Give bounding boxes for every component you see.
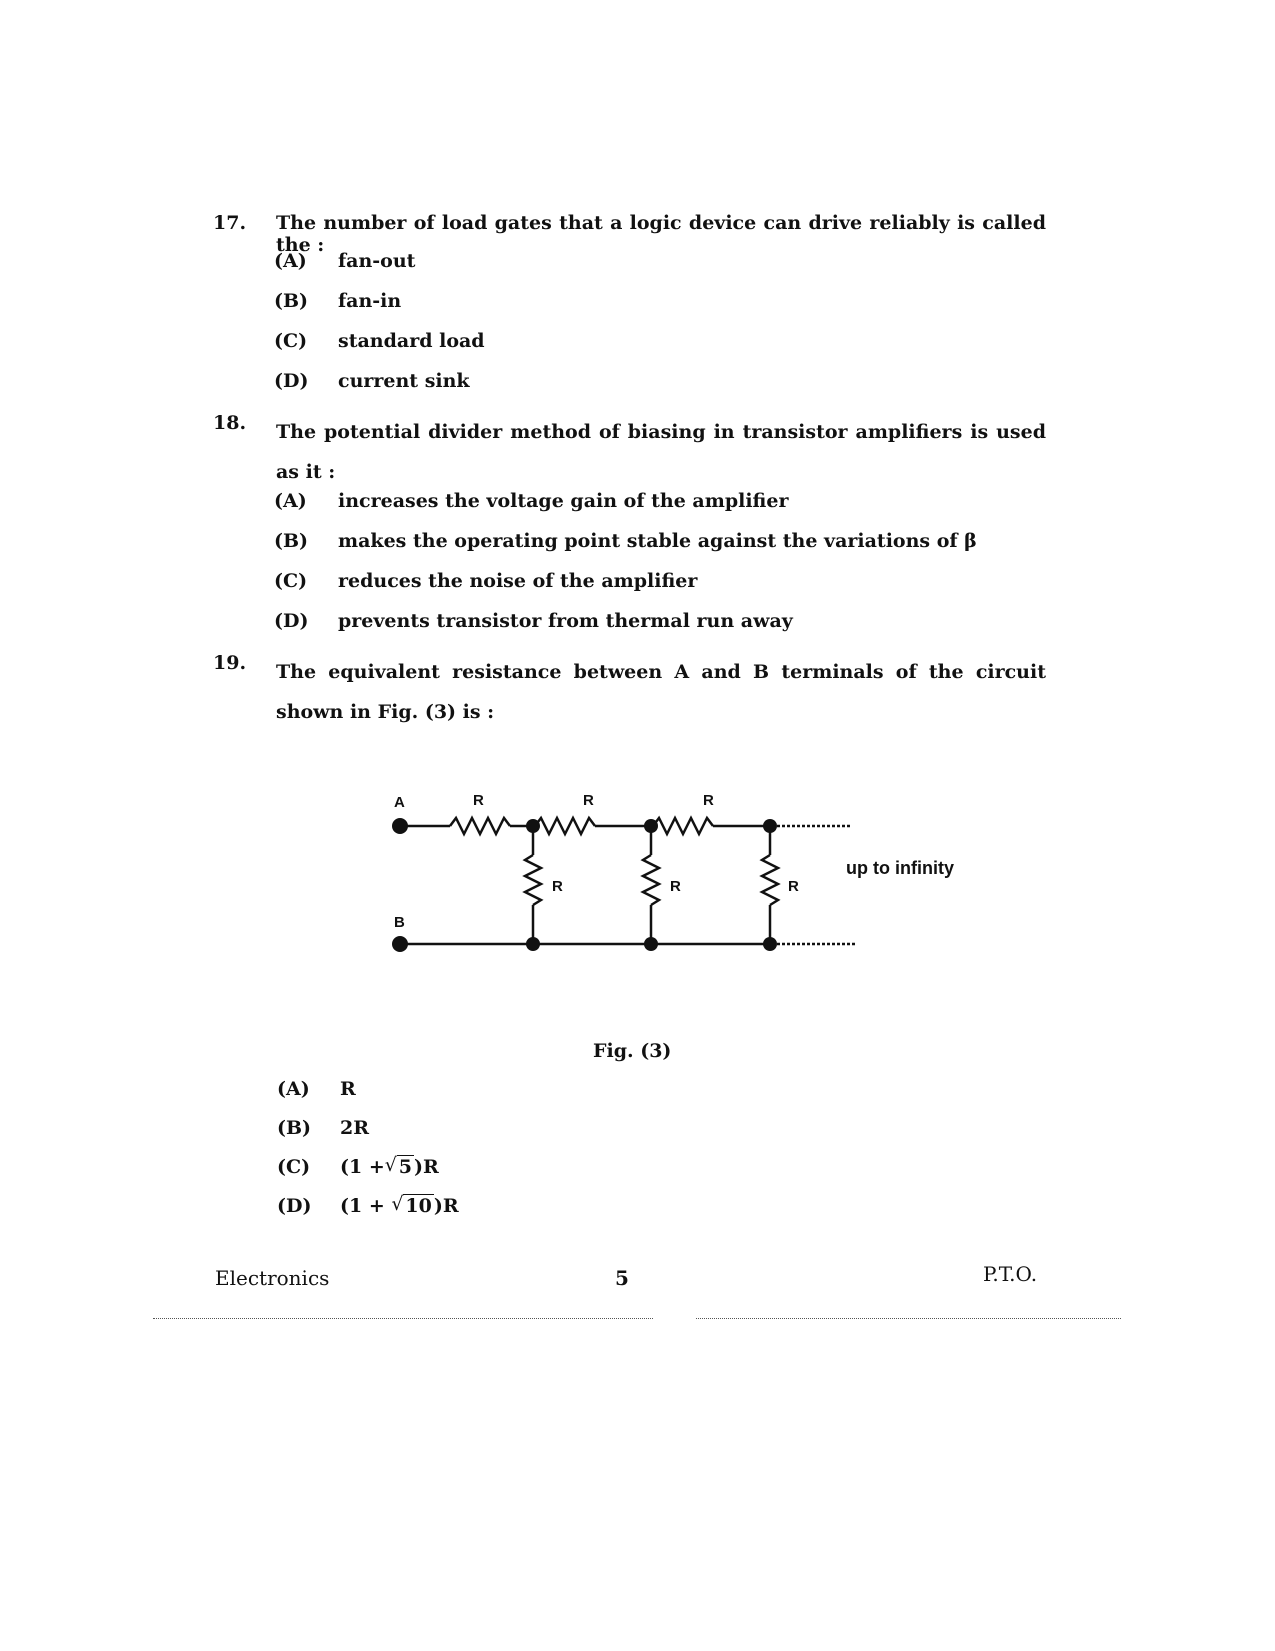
option-label: (B) xyxy=(274,530,309,552)
question-number: 17. xyxy=(213,212,247,234)
option-label: (B) xyxy=(274,290,309,312)
option-label: (D) xyxy=(274,610,309,632)
resistor-shunt-3 xyxy=(762,855,778,905)
option-text xyxy=(340,1195,459,1217)
option-prefix: (1 + xyxy=(340,1156,385,1178)
option-text: standard load xyxy=(338,330,485,352)
resistor-label: R xyxy=(703,792,714,809)
option-label: (C) xyxy=(277,1156,311,1178)
ladder-circuit-diagram xyxy=(380,780,980,980)
footer-rule-right xyxy=(696,1318,1121,1319)
junction-node xyxy=(526,819,540,833)
resistor-label: R xyxy=(670,878,681,895)
square-root xyxy=(391,1195,433,1217)
option-label: (C) xyxy=(274,570,308,592)
resistor-top-2 xyxy=(535,818,595,834)
resistor-shunt-2 xyxy=(643,855,659,905)
option-suffix: )R xyxy=(433,1195,459,1217)
terminal-a-node xyxy=(392,818,408,834)
radicand: 10 xyxy=(405,1195,432,1217)
option-text xyxy=(340,1156,439,1178)
option-text: fan-out xyxy=(338,250,416,272)
terminal-b-node xyxy=(392,936,408,952)
question-text: The potential divider method of biasing in transistor amplifiers is used as it : xyxy=(276,421,1046,483)
option-label: (C) xyxy=(274,330,308,352)
footer-rule-left xyxy=(153,1318,653,1319)
junction-node xyxy=(526,937,540,951)
option-label: (A) xyxy=(277,1078,310,1100)
resistor-label: R xyxy=(473,792,484,809)
option-label: (D) xyxy=(277,1195,312,1217)
terminal-b-label: B xyxy=(394,914,405,931)
option-text: prevents transistor from thermal run away xyxy=(338,610,793,632)
junction-node xyxy=(644,937,658,951)
junction-node xyxy=(644,819,658,833)
resistor-top-3 xyxy=(653,818,713,834)
question-number: 18. xyxy=(213,412,247,434)
option-text: R xyxy=(340,1078,356,1100)
resistor-label: R xyxy=(583,792,594,809)
option-suffix: )R xyxy=(413,1156,439,1178)
resistor-label: R xyxy=(788,878,799,895)
figure-caption: Fig. (3) xyxy=(593,1040,672,1062)
up-to-infinity-note: up to infinity xyxy=(846,858,954,878)
option-label: (D) xyxy=(274,370,309,392)
resistor-label: R xyxy=(552,878,563,895)
option-label: (A) xyxy=(274,250,307,272)
junction-node xyxy=(763,937,777,951)
resistor-shunt-1 xyxy=(525,855,541,905)
question-number: 19. xyxy=(213,652,247,674)
option-text: reduces the noise of the amplifier xyxy=(338,570,698,592)
option-label: (B) xyxy=(277,1117,312,1139)
please-turn-over: P.T.O. xyxy=(983,1262,1038,1286)
option-text: current sink xyxy=(338,370,470,392)
square-root xyxy=(385,1156,414,1178)
option-text: fan-in xyxy=(338,290,402,312)
radicand: 5 xyxy=(398,1156,412,1178)
option-label: (A) xyxy=(274,490,307,512)
option-text: increases the voltage gain of the amplifier xyxy=(338,490,789,512)
question-text: The number of load gates that a logic device can drive reliably is called the : xyxy=(276,212,1046,256)
resistor-top-1 xyxy=(450,818,510,834)
footer-subject: Electronics xyxy=(215,1266,330,1290)
option-text: 2R xyxy=(340,1117,370,1139)
option-text: makes the operating point stable against the variations of β xyxy=(338,530,977,552)
page-number: 5 xyxy=(615,1266,629,1290)
question-text: The equivalent resistance between A and B terminals of the circuit shown in Fig. (3) is : xyxy=(276,661,1046,723)
option-prefix: (1 + xyxy=(340,1195,385,1217)
junction-node xyxy=(763,819,777,833)
terminal-a-label: A xyxy=(394,794,405,811)
circuit-figure xyxy=(380,780,980,980)
